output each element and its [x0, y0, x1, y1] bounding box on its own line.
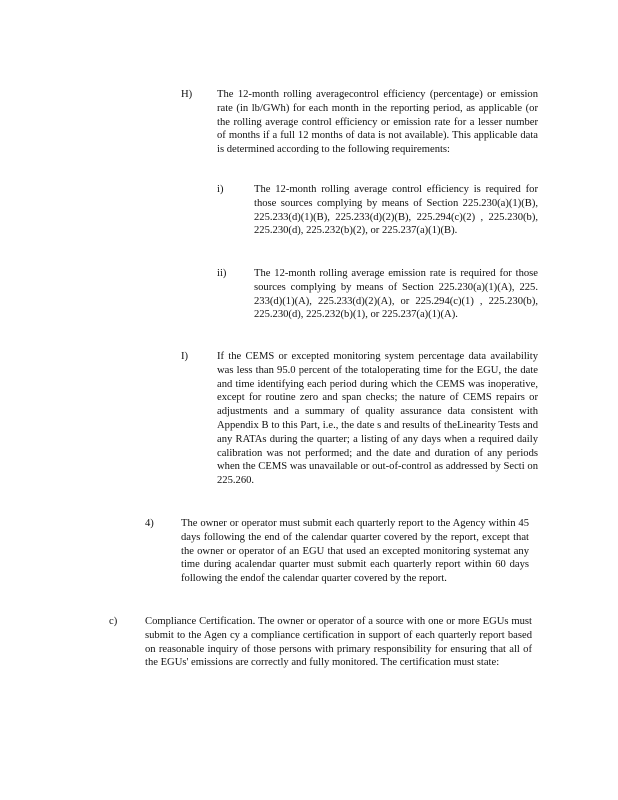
item-c-text: Compliance Certification. The owner or operator of a source with one or more EGUs must submit to the Agen cy a compliance certification in support of each quarterly report based on reasonable inquiry of those persons with primary responsibility for ensuring that all of the EGUs' emissions are correctly and fully monitored. The certification must state: [145, 616, 532, 669]
item-h-label: H) [181, 89, 193, 100]
item-h-ii-text: The 12-month rolling average emission rate is required for those sources complying by means of Section 225.230(a)(1)(A), 225. 233(d)(1)(A), 225.233(d)(2)(A), or 225.294(c)(1) , 225.230(b), 225.230(d), 225.232(b)(1), or 225.237(a)(1)(A). [254, 268, 538, 321]
item-h-i-text: The 12-month rolling average control efficiency is required for those sources complying by means of Section 225.230(a)(1)(B), 225.233(d)(1)(B), 225.233(d)(2)(B), 225.294(c)(2) , 225.230(b), 225.230(d), 225.232(b)(2), or 225.237(a)(1)(B). [254, 184, 538, 237]
item-i-text: If the CEMS or excepted monitoring system percentage data availability was less than 95.0 percent of the totaloperating time for the EGU, the date and time identifying each period during which the CEMS was inoperative, except for routine zero and span checks; the nature of CEMS repairs or adjustments and a summary of quality assurance data consistent with Appendix B to this Part, i.e., the date s and results of theLinearity Tests and any RATAs during the quarter; a listing of any days when a required daily calibration was not performed; and the date and duration of any periods when the CEMS was unavailable or out-of-control as addressed by Secti on 225.260. [217, 351, 538, 487]
item-h-i-label: i) [217, 184, 224, 195]
item-4-text: The owner or operator must submit each quarterly report to the Agency within 45 days following the end of the calendar quarter covered by the report, except that the owner or operator of an EGU that used an excepted monitoring systemat any time during acalendar quarter must submit each quarterly report within 60 days following the endof the calendar quarter covered by the report. [181, 518, 529, 585]
item-4-label: 4) [145, 518, 154, 529]
item-h-ii-label: ii) [217, 268, 227, 279]
item-h-text: The 12-month rolling averagecontrol efficiency (percentage) or emission rate (in lb/GWh) for each month in the reporting period, as applicable (or the rolling average control efficiency or emission rate for a lesser number of months if a full 12 months of data is not available). This applicable data is determined according to the following requirements: [217, 89, 538, 156]
item-i-label: I) [181, 351, 189, 362]
item-c-label: c) [109, 616, 118, 627]
